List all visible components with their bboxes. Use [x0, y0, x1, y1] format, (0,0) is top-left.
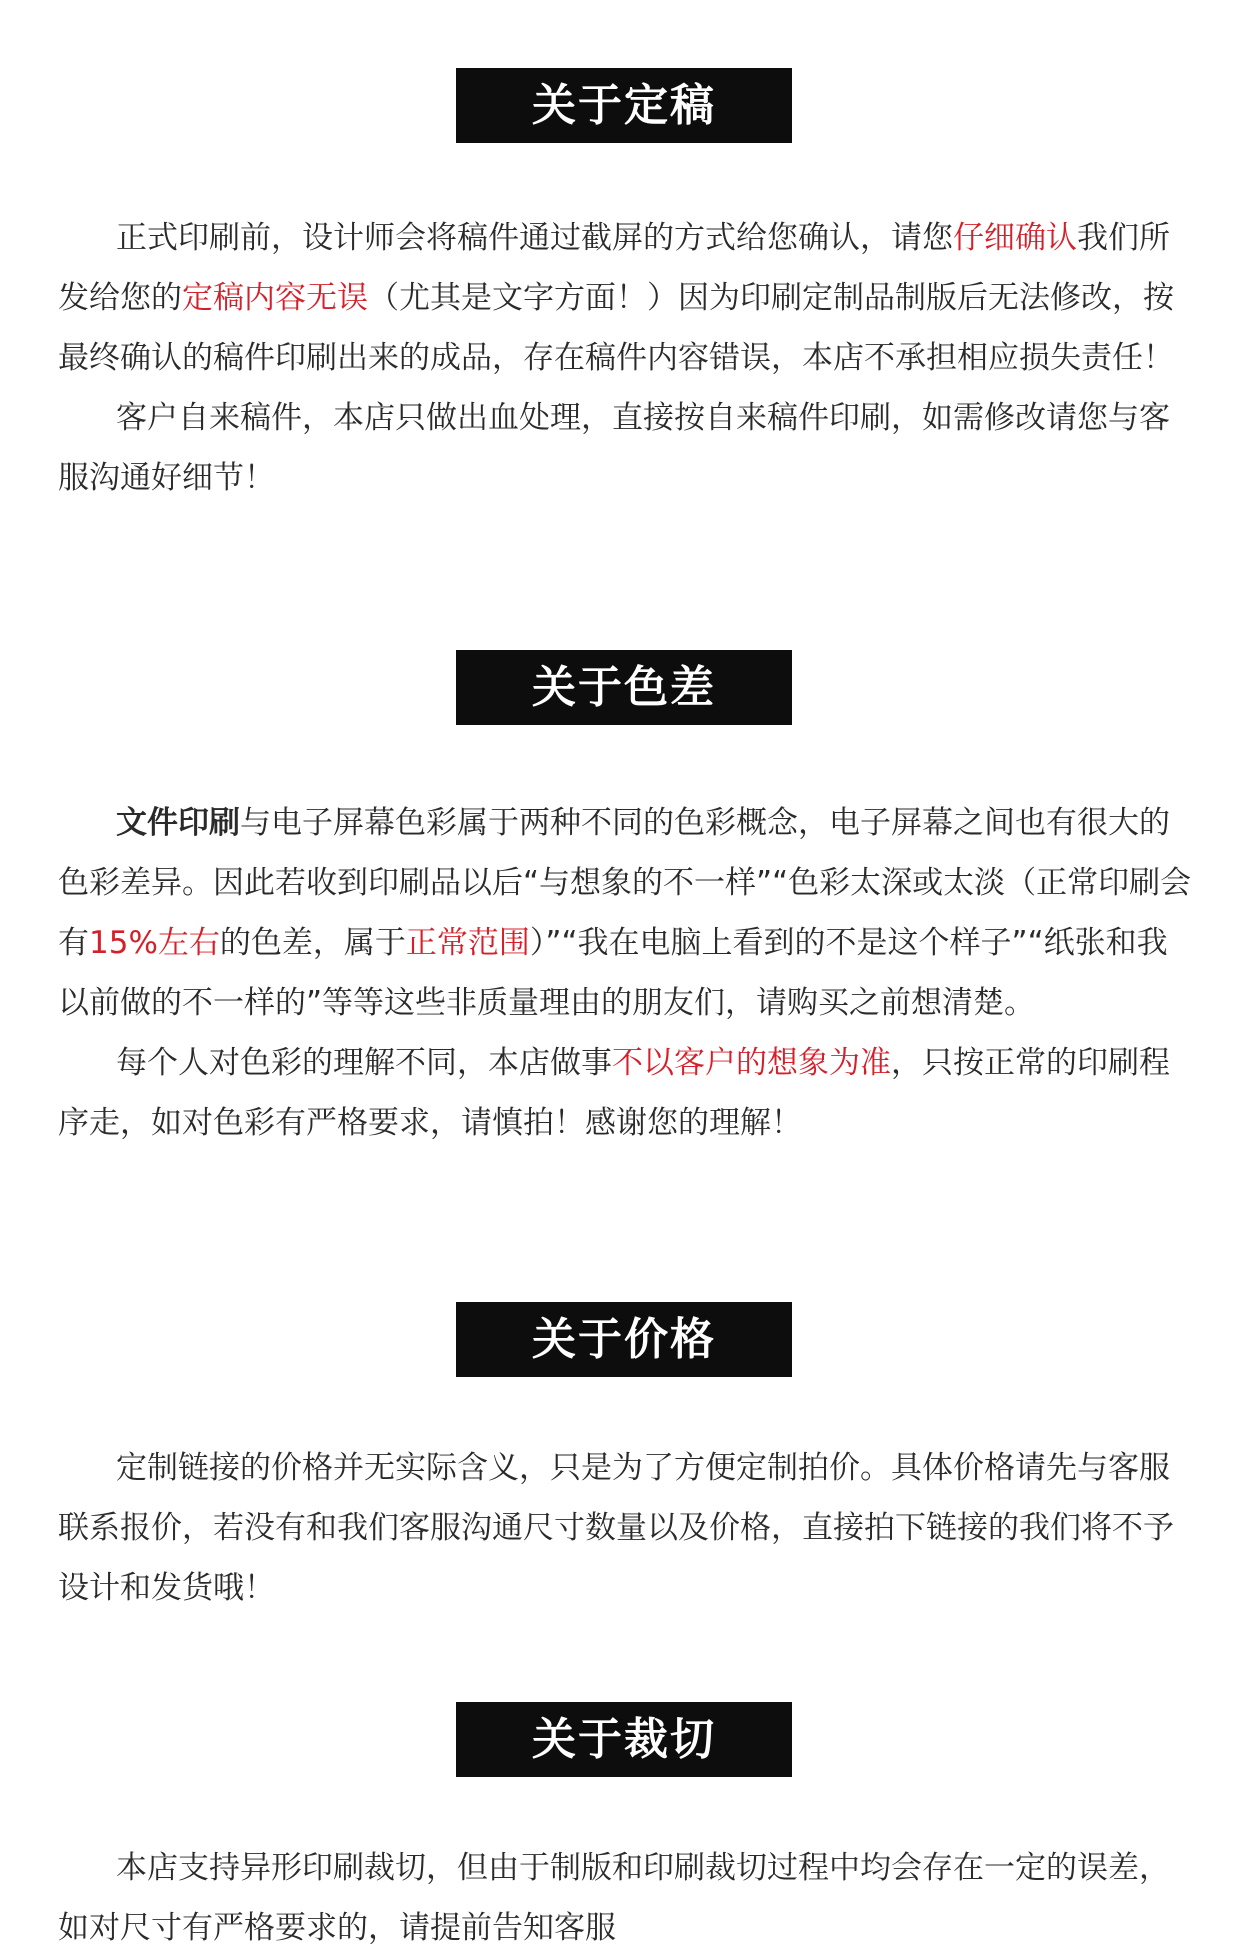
highlight-text: 仔细确认: [953, 220, 1077, 256]
section-heading-price: 关于价格: [456, 1302, 792, 1377]
text: ）”“我在电脑上看到的不是这个样子”“纸张和我以前做的不一样的”等等这些非质量理由的朋友们，请购买之前想清楚。: [58, 925, 1168, 1021]
section-body-finalization: [58, 208, 1198, 508]
highlight-text: 15%左右: [89, 925, 220, 961]
text: （尤其是文字方面！）因为印刷定制品制版后无法修改，按最终确认的稿件印刷出来的成品，存在稿件内容错误，本店不承担相应损失责任！: [58, 280, 1174, 376]
section-heading-finalization: 关于定稿: [456, 68, 792, 143]
text: 正式印刷前，设计师会将稿件通过截屏的方式给您确认，请您: [116, 220, 953, 256]
section-body-price: [58, 1438, 1198, 1618]
highlight-text: 不以客户的想象为准: [612, 1045, 891, 1081]
section-body-color-difference: [58, 793, 1198, 1153]
highlight-text: 定稿内容无误: [182, 280, 368, 316]
text: 每个人对色彩的理解不同，本店做事: [116, 1045, 612, 1081]
paragraph: [58, 1033, 1198, 1153]
highlight-text: 正常范围: [405, 925, 530, 961]
section-heading-color-difference: 关于色差: [456, 650, 792, 725]
section-heading-cutting: 关于裁切: [456, 1702, 792, 1777]
paragraph: 本店支持异形印刷裁切，但由于制版和印刷裁切过程中均会存在一定的误差，如对尺寸有严格要求的，请提前告知客服: [58, 1850, 1170, 1946]
text: 与电子屏幕色彩属于两种不同的色彩概念，电子屏幕之间也有很大的色彩差异。因此若收到印刷品以后“与想象的不一样”“色彩太深或太淡（正常印刷会有: [58, 805, 1192, 961]
section-body-cutting: [58, 1838, 1198, 1958]
bold-text: 文件印刷: [116, 805, 240, 841]
text: ，只按正常的印刷程序走，如对色彩有严格要求，请慎拍！感谢您的理解！: [58, 1045, 1170, 1141]
paragraph: 定制链接的价格并无实际含义，只是为了方便定制拍价。具体价格请先与客服联系报价，若没有和我们客服沟通尺寸数量以及价格，直接拍下链接的我们将不予设计和发货哦！: [58, 1450, 1174, 1606]
paragraph: [58, 208, 1198, 388]
paragraph: 客户自来稿件，本店只做出血处理，直接按自来稿件印刷，如需修改请您与客服沟通好细节！: [58, 400, 1170, 496]
text: 的色差，属于: [219, 925, 406, 961]
paragraph: [58, 793, 1198, 1033]
text: 我们所发给您的: [58, 220, 1170, 316]
